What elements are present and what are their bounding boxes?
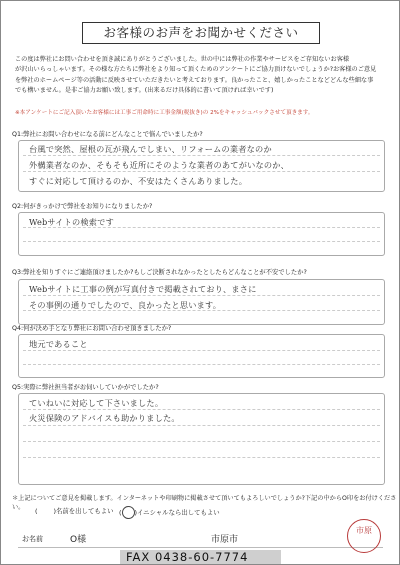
answer-line: Webサイトに工事の例が写真付きで掲載されており、まさに: [29, 284, 257, 294]
intro-line: この度は弊社にお問い合わせを頂き誠にありがとうございました。世の中には弊社の作業やサービスをご存知ないお客様: [15, 56, 350, 63]
answer-line: 地元であること: [29, 339, 88, 349]
option-initial[interactable]: ( )イニシャルなら出してもよい: [119, 506, 220, 519]
intro-text: [15, 55, 387, 96]
fax-number: FAX 0438-60-7774: [126, 550, 249, 564]
name-row: [18, 530, 383, 548]
answer-box-4: [18, 334, 385, 378]
option-name[interactable]: ( )名前を出してもよい: [35, 507, 114, 515]
question-5: Q5:実際に弊社担当者がお伺いしていかがでしたか?: [12, 384, 159, 391]
cashback-note: ※本アンケートにご記入頂いたお客様には工事ご用命時に工事金額(税抜き)の 2%をキャッシュバックさせて頂きます。: [15, 110, 314, 116]
answer-line: その事例の通りでしたので、良かったと思います。: [29, 300, 222, 310]
selected-circle-mark: [122, 506, 135, 519]
answer-line: Webサイトの検索です: [29, 217, 114, 227]
question-1: Q1:弊社にお問い合わせになる前にどんなことで悩んでいましたか?: [12, 131, 203, 138]
company-seal: 市原: [347, 519, 381, 553]
answer-line: ていねいに対応して下さいました。: [29, 398, 164, 408]
city-value: 市原市: [211, 535, 239, 545]
intro-line: でも構いません。是非ご協力お願い致します。(出来るだけ具体的に書いて頂ければ幸いです): [15, 86, 274, 94]
name-value: O様: [70, 535, 87, 545]
answer-line: 火災保険のアドバイスも助かりました。: [29, 413, 180, 423]
permission-question-line: ＊上記についてご意見を掲載します。インターネットや印刷物に掲載させて頂いてもよろしいでしょうか?下記の中からO印を: [12, 495, 360, 502]
question-3: Q3:弊社を知りすぐにご連絡頂けましたか?もしご決断されなかったとしたらどんなことが不安でしたか?: [12, 269, 307, 276]
name-label: お名前: [22, 535, 43, 543]
option-initial-label: イニシャルなら出してもよい: [137, 508, 220, 517]
answer-box-5: [18, 393, 385, 485]
intro-line: を弊社のホームページ等の活動に反映させていただきたいと考えております。良かったこと、嬉しかったことなどどんな些細な事: [15, 76, 374, 84]
answer-box-1: [18, 140, 385, 192]
intro-line: が沢山いらっしゃいます。その様な方たちに弊社をより知って頂くためのアンケートにご協力頂けないでしょうか?お客様のご意見: [15, 66, 377, 74]
answer-box-3: [18, 279, 385, 325]
answer-line: 外構業者なのか、そもそも近所にそのような業者のあてがいなのか、: [29, 160, 290, 170]
page-title: お客様のお声をお聞かせください: [82, 22, 320, 44]
answer-line: すぐに対応して頂けるのか、不安はたくさんありました。: [29, 176, 248, 186]
answer-box-2: [18, 212, 385, 256]
answer-line: 台風で突然、屋根の瓦が飛んでしまい、リフォームの業者なのか: [29, 144, 272, 154]
permission-question-line: お付けください。: [12, 495, 397, 511]
question-2: Q2:何がきっかけで弊社をお知りになりましたか?: [12, 203, 153, 210]
option-name-label: 名前を出してもよい: [56, 507, 114, 515]
question-4: Q4:何が決め手となり弊社にお問い合わせ頂きましたか?: [12, 325, 172, 332]
